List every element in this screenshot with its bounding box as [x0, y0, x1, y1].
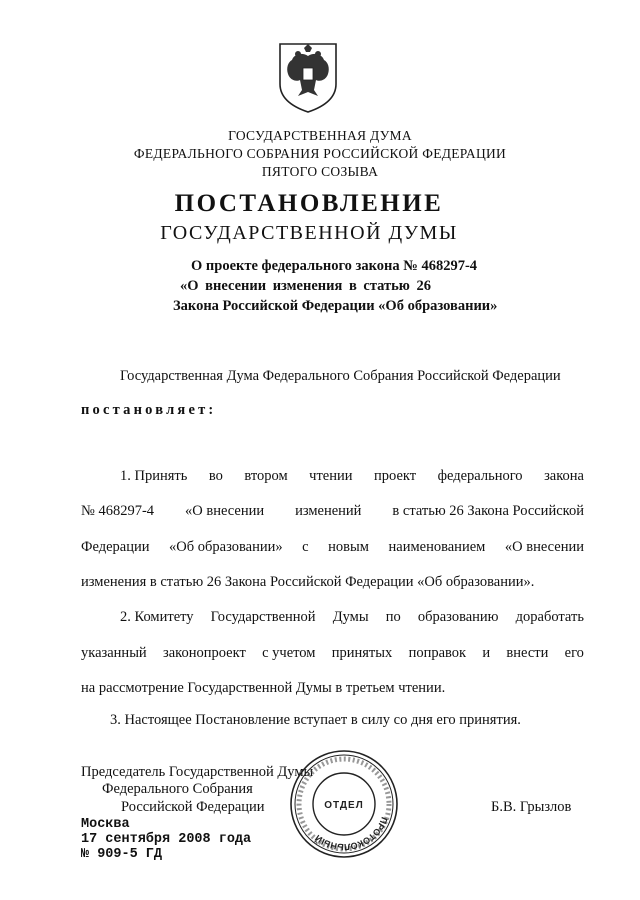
- word: Государственной: [210, 609, 316, 625]
- signatory-name: Б.В. Грызлов: [491, 799, 572, 815]
- word: во: [208, 468, 223, 484]
- word: «О внесении: [504, 539, 584, 555]
- subject-line-1: О проекте федерального закона № 468297-4: [191, 258, 478, 274]
- item-1-line-2: [81, 503, 584, 520]
- resolves-text: постановляет:: [81, 402, 217, 418]
- word: Думы: [332, 609, 369, 625]
- word: закона: [544, 468, 584, 484]
- word: новым: [328, 539, 369, 555]
- word: «Об образовании»: [169, 539, 283, 555]
- footer-city: Москва: [81, 817, 130, 832]
- document-title: ПОСТАНОВЛЕНИЕ: [174, 190, 444, 217]
- word: с: [302, 539, 309, 555]
- word: в статью 26 Закона Российской: [392, 503, 584, 519]
- double-headed-eagle-emblem-icon: [276, 40, 340, 114]
- word: изменений: [295, 503, 362, 519]
- header-line-convocation: ПЯТОГО СОЗЫВА: [261, 164, 379, 179]
- subject-line-3: Закона Российской Федерации «Об образовании»: [173, 298, 498, 314]
- word: проект: [374, 468, 417, 484]
- word: 2. Комитету: [120, 609, 194, 625]
- item-2-line-1: [120, 609, 584, 626]
- footer-number: № 909-5 ГД: [81, 847, 163, 862]
- item-2-line-2: [81, 645, 584, 662]
- signature-role-line-1: Председатель Государственной Думы: [81, 764, 314, 780]
- word: 1. Принять: [120, 468, 188, 484]
- stamp-ring-text: ПРОТОКОЛЬНЫЙ: [313, 815, 390, 853]
- word: № 468297-4: [81, 503, 155, 519]
- word: поправок: [408, 645, 467, 661]
- word: «О внесении: [185, 503, 265, 519]
- word: наименованием: [388, 539, 486, 555]
- word: чтении: [309, 468, 353, 484]
- subject-line-2: «О внесении изменения в статью 26: [180, 278, 432, 294]
- signature-role-line-3: Российской Федерации: [121, 799, 265, 815]
- item-1-line-1: [120, 468, 584, 485]
- word: по: [385, 609, 401, 625]
- stamp-center-text: ОТДЕЛ: [324, 800, 364, 811]
- document-subtitle: ГОСУДАРСТВЕННОЙ ДУМЫ: [160, 222, 458, 244]
- item-2-line-3: на рассмотрение Государственной Думы в третьем чтении.: [81, 680, 446, 696]
- footer-date: 17 сентября 2008 года: [81, 832, 252, 847]
- word: законопроект: [163, 645, 246, 661]
- word: Федерации: [81, 539, 150, 555]
- word: доработать: [515, 609, 584, 625]
- preamble-text: Государственная Дума Федерального Собрания Российской Федерации: [120, 368, 561, 384]
- word: указанный: [81, 645, 147, 661]
- header-line-assembly: ФЕДЕРАЛЬНОГО СОБРАНИЯ РОССИЙСКОЙ ФЕДЕРАЦИИ: [133, 146, 507, 161]
- word: федерального: [437, 468, 523, 484]
- word: и: [482, 645, 491, 661]
- header-line-duma: ГОСУДАРСТВЕННАЯ ДУМА: [228, 128, 412, 143]
- item-1-line-3: [81, 539, 584, 556]
- department-seal-stamp: [288, 748, 400, 860]
- word: внести: [506, 645, 549, 661]
- item-1-line-4: изменения в статью 26 Закона Российской Федерации «Об образовании».: [81, 574, 535, 590]
- word: с учетом: [262, 645, 316, 661]
- word: образованию: [417, 609, 499, 625]
- item-3: 3. Настоящее Постановление вступает в силу со дня его принятия.: [110, 712, 521, 728]
- signature-role-line-2: Федерального Собрания: [102, 781, 253, 797]
- word: втором: [244, 468, 288, 484]
- word: его: [564, 645, 584, 661]
- word: принятых: [331, 645, 393, 661]
